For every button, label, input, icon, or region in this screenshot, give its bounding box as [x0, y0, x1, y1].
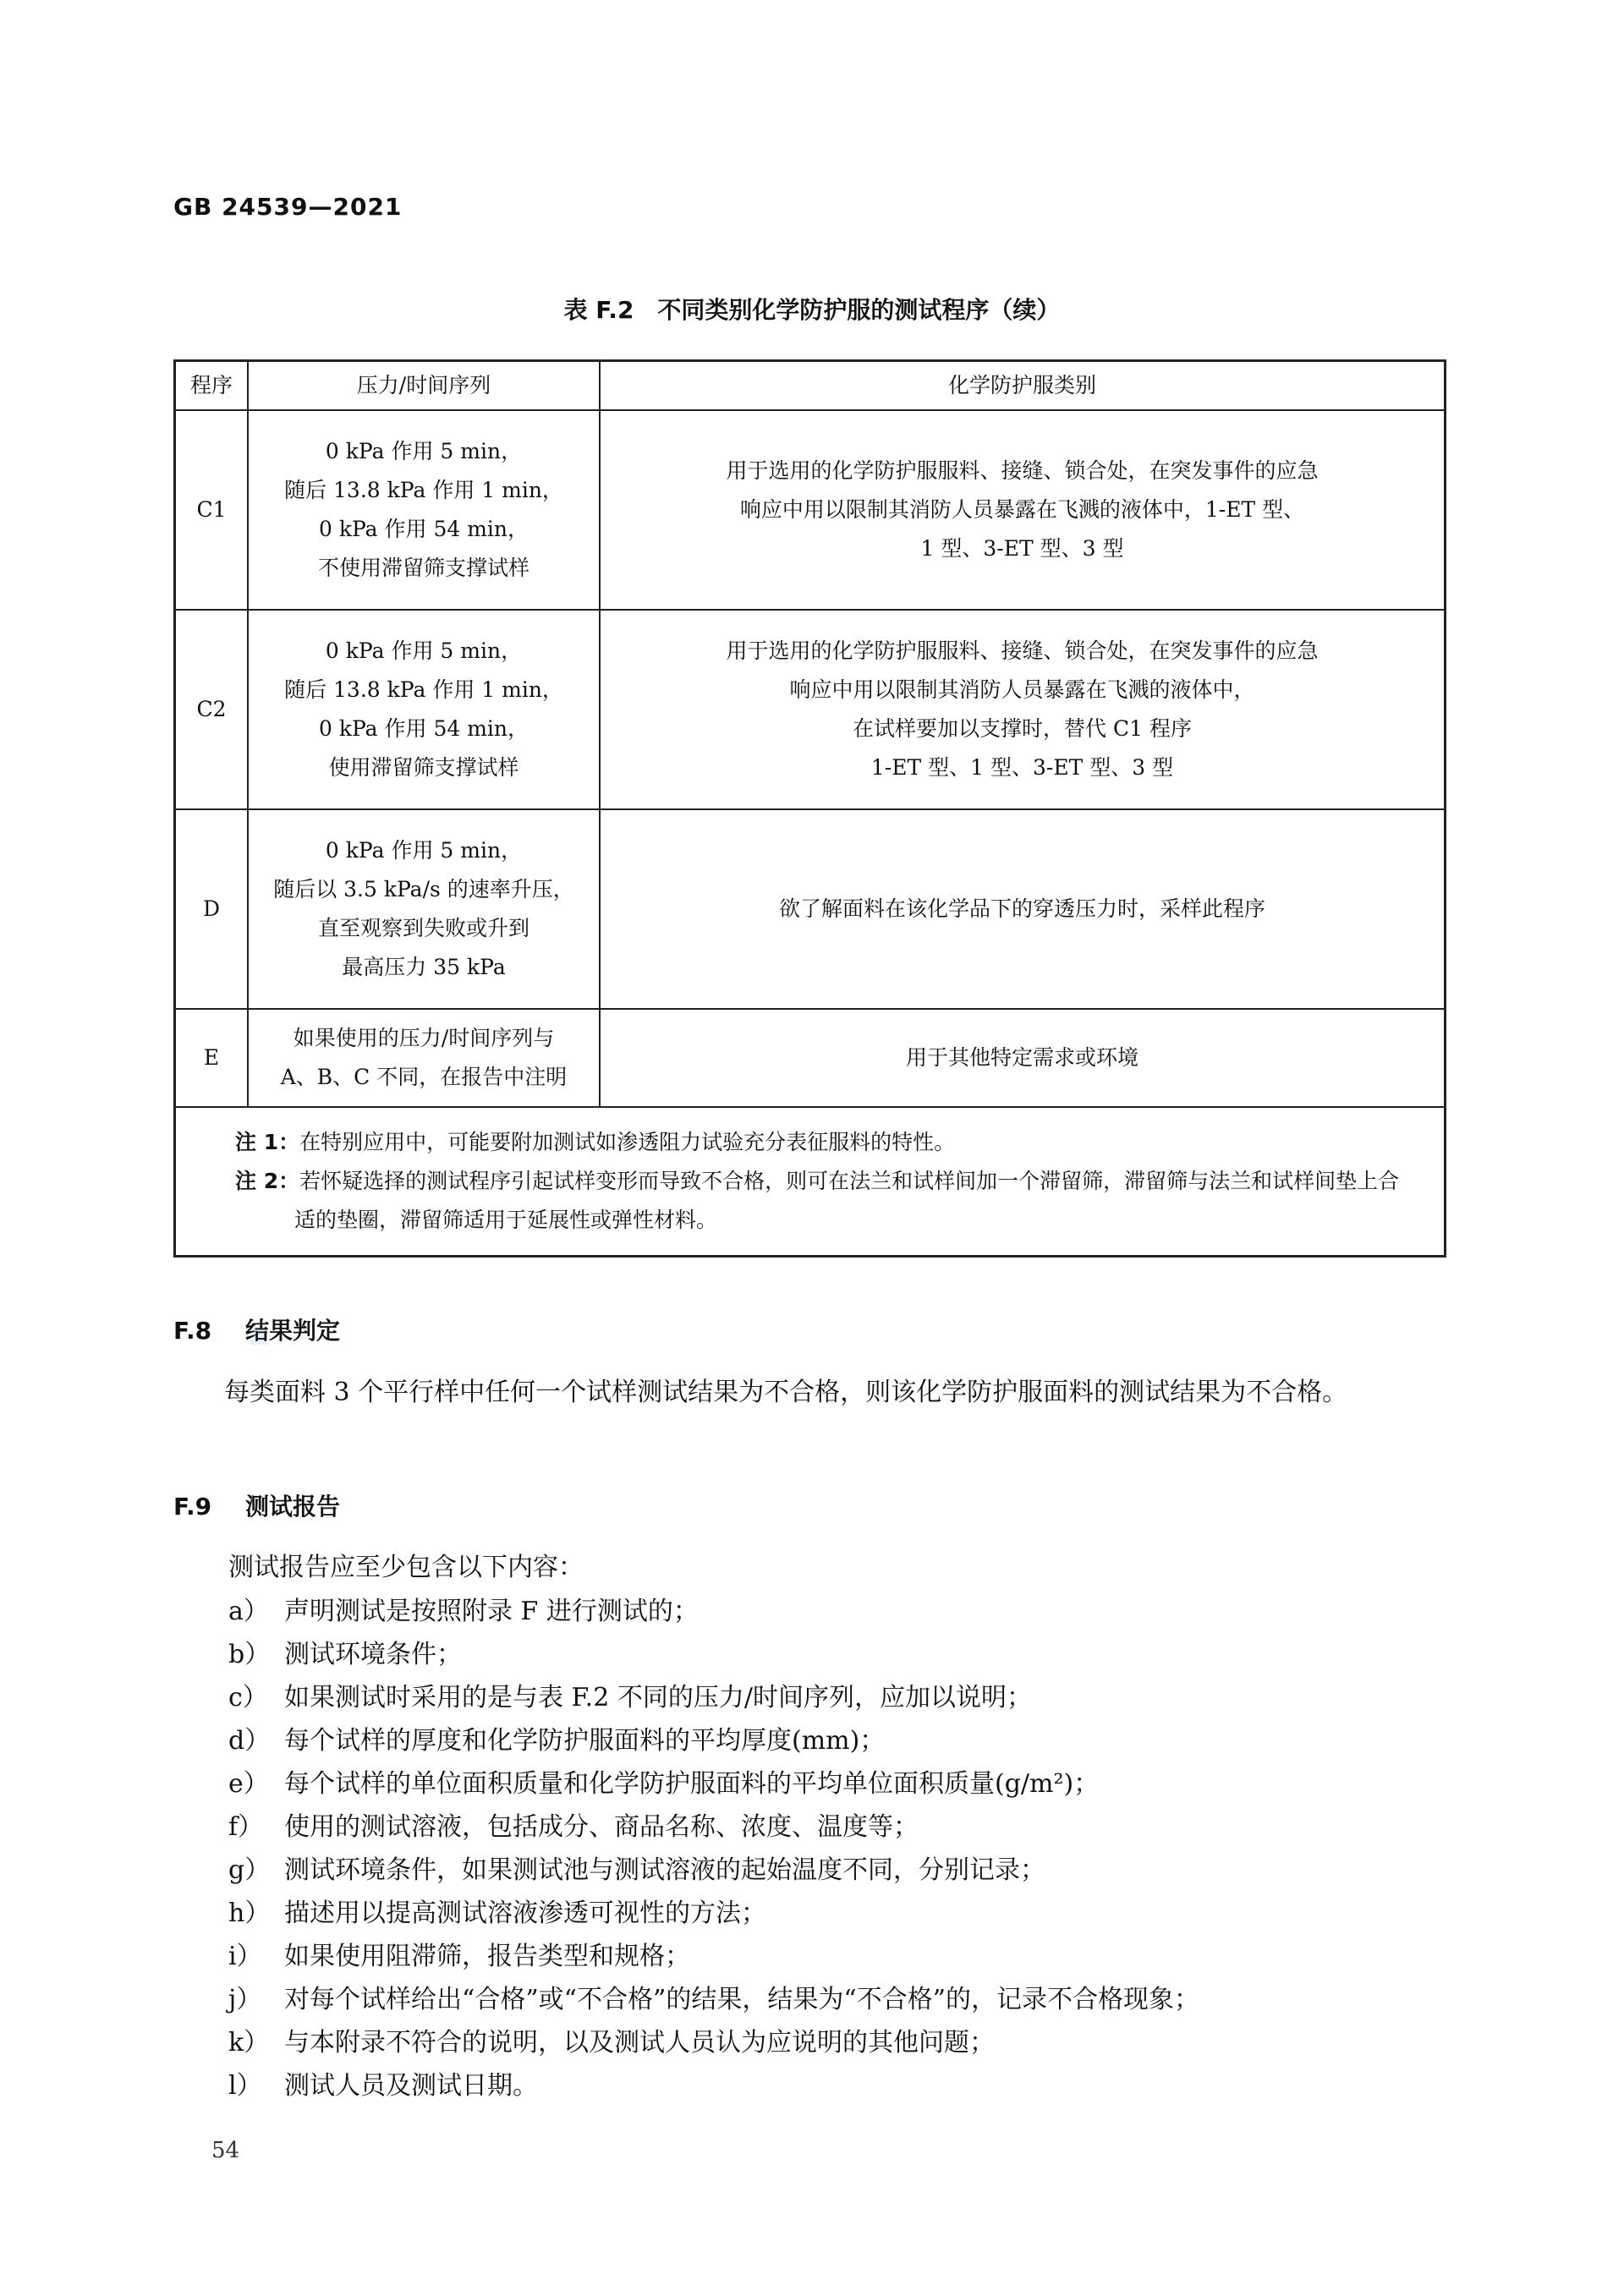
list-item-label: d） — [228, 1726, 271, 1756]
table-row — [175, 410, 1446, 610]
sequence-cell — [248, 410, 600, 610]
column-header-category: 化学防护服类别 — [600, 361, 1446, 411]
category-line: 欲了解面料在该化学品下的穿透压力时，采样此程序 — [778, 896, 1265, 921]
list-item-text: 如果使用阻滞筛，报告类型和规格； — [284, 1942, 690, 1971]
category-line: 用于其他特定需求或环境 — [905, 1045, 1138, 1070]
list-item-label: j） — [228, 1985, 262, 2014]
list-item-text: 与本附录不符合的说明，以及测试人员认为应说明的其他问题； — [284, 2028, 995, 2058]
table-row — [175, 610, 1446, 809]
table-notes-row — [175, 1107, 1446, 1257]
table-note — [235, 1123, 1410, 1162]
sequence-cell — [248, 809, 600, 1009]
section-title: 结果判定 — [245, 1317, 341, 1345]
list-item-text: 如果测试时采用的是与表 F.2 不同的压力/时间序列，应加以说明； — [284, 1683, 1032, 1712]
list-item — [228, 1676, 1199, 1719]
sequence-line: 随后以 3.5 kPa/s 的速率升压， — [273, 877, 574, 901]
list-item-label: g） — [228, 1855, 271, 1885]
category-cell — [600, 809, 1446, 1009]
list-item-label: c） — [228, 1683, 268, 1712]
list-item-label: f） — [228, 1812, 264, 1842]
sequence-line: 0 kPa 作用 54 min， — [318, 517, 529, 541]
table-header-row — [175, 361, 1446, 411]
list-item-text: 声明测试是按照附录 F 进行测试的； — [284, 1597, 699, 1626]
list-item-text: 测试环境条件，如果测试池与测试溶液的起始温度不同，分别记录； — [284, 1855, 1045, 1885]
note-label: 注 1： — [235, 1130, 300, 1154]
list-item — [228, 1935, 1199, 1978]
table-row — [175, 809, 1446, 1009]
table-title: 表 F.2 不同类别化学防护服的测试程序（续） — [563, 296, 1061, 324]
list-item-text: 对每个试样给出“合格”或“不合格”的结果，结果为“不合格”的，记录不合格现象； — [284, 1985, 1200, 2014]
category-cell — [600, 1009, 1446, 1107]
list-item — [228, 1633, 1199, 1676]
list-item-label: k） — [228, 2028, 270, 2058]
list-item-label: e） — [228, 1769, 269, 1799]
category-cell — [600, 410, 1446, 610]
sequence-line: 不使用滞留筛支撑试样 — [317, 556, 529, 580]
category-line: 响应中用以限制其消防人员暴露在飞溅的液体中，1-ET 型、 — [739, 497, 1305, 522]
list-item-text: 测试环境条件； — [284, 1640, 462, 1669]
list-item — [228, 1719, 1199, 1762]
sequence-line: 随后 13.8 kPa 作用 1 min， — [284, 677, 563, 702]
list-item — [228, 1806, 1199, 1849]
table-notes — [175, 1107, 1446, 1257]
category-line: 1-ET 型、1 型、3-ET 型、3 型 — [870, 755, 1174, 780]
list-item — [228, 2021, 1199, 2064]
section-title: 测试报告 — [245, 1493, 341, 1521]
column-header-program: 程序 — [175, 361, 249, 411]
sequence-line: 0 kPa 作用 5 min， — [325, 838, 523, 863]
sequence-line: 直至观察到失败或升到 — [317, 916, 529, 940]
section-f8-text: 每类面料 3 个平行样中任何一个试样测试结果为不合格，则该化学防护服面料的测试结果为不合格。 — [224, 1378, 1348, 1407]
list-item — [228, 1762, 1199, 1806]
sequence-cell — [248, 610, 600, 809]
list-item-text: 每个试样的厚度和化学防护服面料的平均厚度(mm)； — [284, 1726, 886, 1756]
program-cell: C1 — [175, 410, 249, 610]
test-procedure-table — [173, 359, 1446, 1258]
page-number: 54 — [211, 2138, 240, 2163]
list-item-label: b） — [228, 1640, 271, 1669]
list-item-label: a） — [228, 1597, 269, 1626]
category-line: 响应中用以限制其消防人员暴露在飞溅的液体中， — [789, 677, 1255, 702]
list-item — [228, 1892, 1199, 1935]
standard-code: GB 24539—2021 — [173, 193, 403, 221]
section-f9-heading — [173, 1488, 340, 1522]
column-header-sequence: 压力/时间序列 — [248, 361, 600, 411]
section-f8-heading — [173, 1312, 340, 1346]
note-text: 若怀疑选择的测试程序引起试样变形而导致不合格，则可在法兰和试样间加一个滞留筛，滞留筛与法兰和试样间垫上合适的垫圈，滞留筛适用于延展性或弹性材料。 — [294, 1169, 1400, 1232]
list-item-label: l） — [228, 2071, 262, 2101]
sequence-line: 0 kPa 作用 5 min， — [325, 638, 523, 663]
list-item — [228, 1590, 1199, 1633]
sequence-cell — [248, 1009, 600, 1107]
section-f9-intro: 测试报告应至少包含以下内容： — [228, 1553, 584, 1582]
list-item — [228, 1978, 1199, 2021]
category-line: 用于选用的化学防护服服料、接缝、锁合处，在突发事件的应急 — [726, 458, 1319, 483]
program-cell: E — [175, 1009, 249, 1107]
section-number: F.8 — [173, 1317, 212, 1345]
sequence-line: A、B、C 不同，在报告中注明 — [280, 1065, 568, 1089]
category-cell — [600, 610, 1446, 809]
sequence-line: 最高压力 35 kPa — [342, 955, 506, 979]
list-item-label: i） — [228, 1942, 262, 1971]
list-item-text: 测试人员及测试日期。 — [284, 2071, 538, 2101]
sequence-line: 0 kPa 作用 5 min， — [325, 439, 523, 463]
table-note — [235, 1162, 1410, 1240]
sequence-line: 如果使用的压力/时间序列与 — [293, 1026, 555, 1050]
list-item-label: h） — [228, 1899, 271, 1928]
section-number: F.9 — [173, 1493, 212, 1521]
note-label: 注 2： — [235, 1169, 300, 1193]
program-cell: C2 — [175, 610, 249, 809]
sequence-line: 使用滞留筛支撑试样 — [328, 755, 519, 780]
category-line: 1 型、3-ET 型、3 型 — [920, 536, 1124, 561]
program-cell: D — [175, 809, 249, 1009]
category-line: 在试样要加以支撑时，替代 C1 程序 — [853, 716, 1192, 741]
list-item-text: 每个试样的单位面积质量和化学防护服面料的平均单位面积质量(g/m²)； — [284, 1769, 1100, 1799]
list-item-text: 使用的测试溶液，包括成分、商品名称、浓度、温度等； — [284, 1812, 919, 1842]
list-item — [228, 1849, 1199, 1892]
sequence-line: 0 kPa 作用 54 min， — [318, 716, 529, 741]
list-item — [228, 2064, 1199, 2107]
report-content-list — [228, 1590, 1199, 2107]
note-text: 在特别应用中，可能要附加测试如渗透阻力试验充分表征服料的特性。 — [299, 1130, 956, 1154]
category-line: 用于选用的化学防护服服料、接缝、锁合处，在突发事件的应急 — [726, 638, 1319, 663]
table-row — [175, 1009, 1446, 1107]
sequence-line: 随后 13.8 kPa 作用 1 min， — [284, 478, 563, 502]
list-item-text: 描述用以提高测试溶液渗透可视性的方法； — [284, 1899, 766, 1928]
